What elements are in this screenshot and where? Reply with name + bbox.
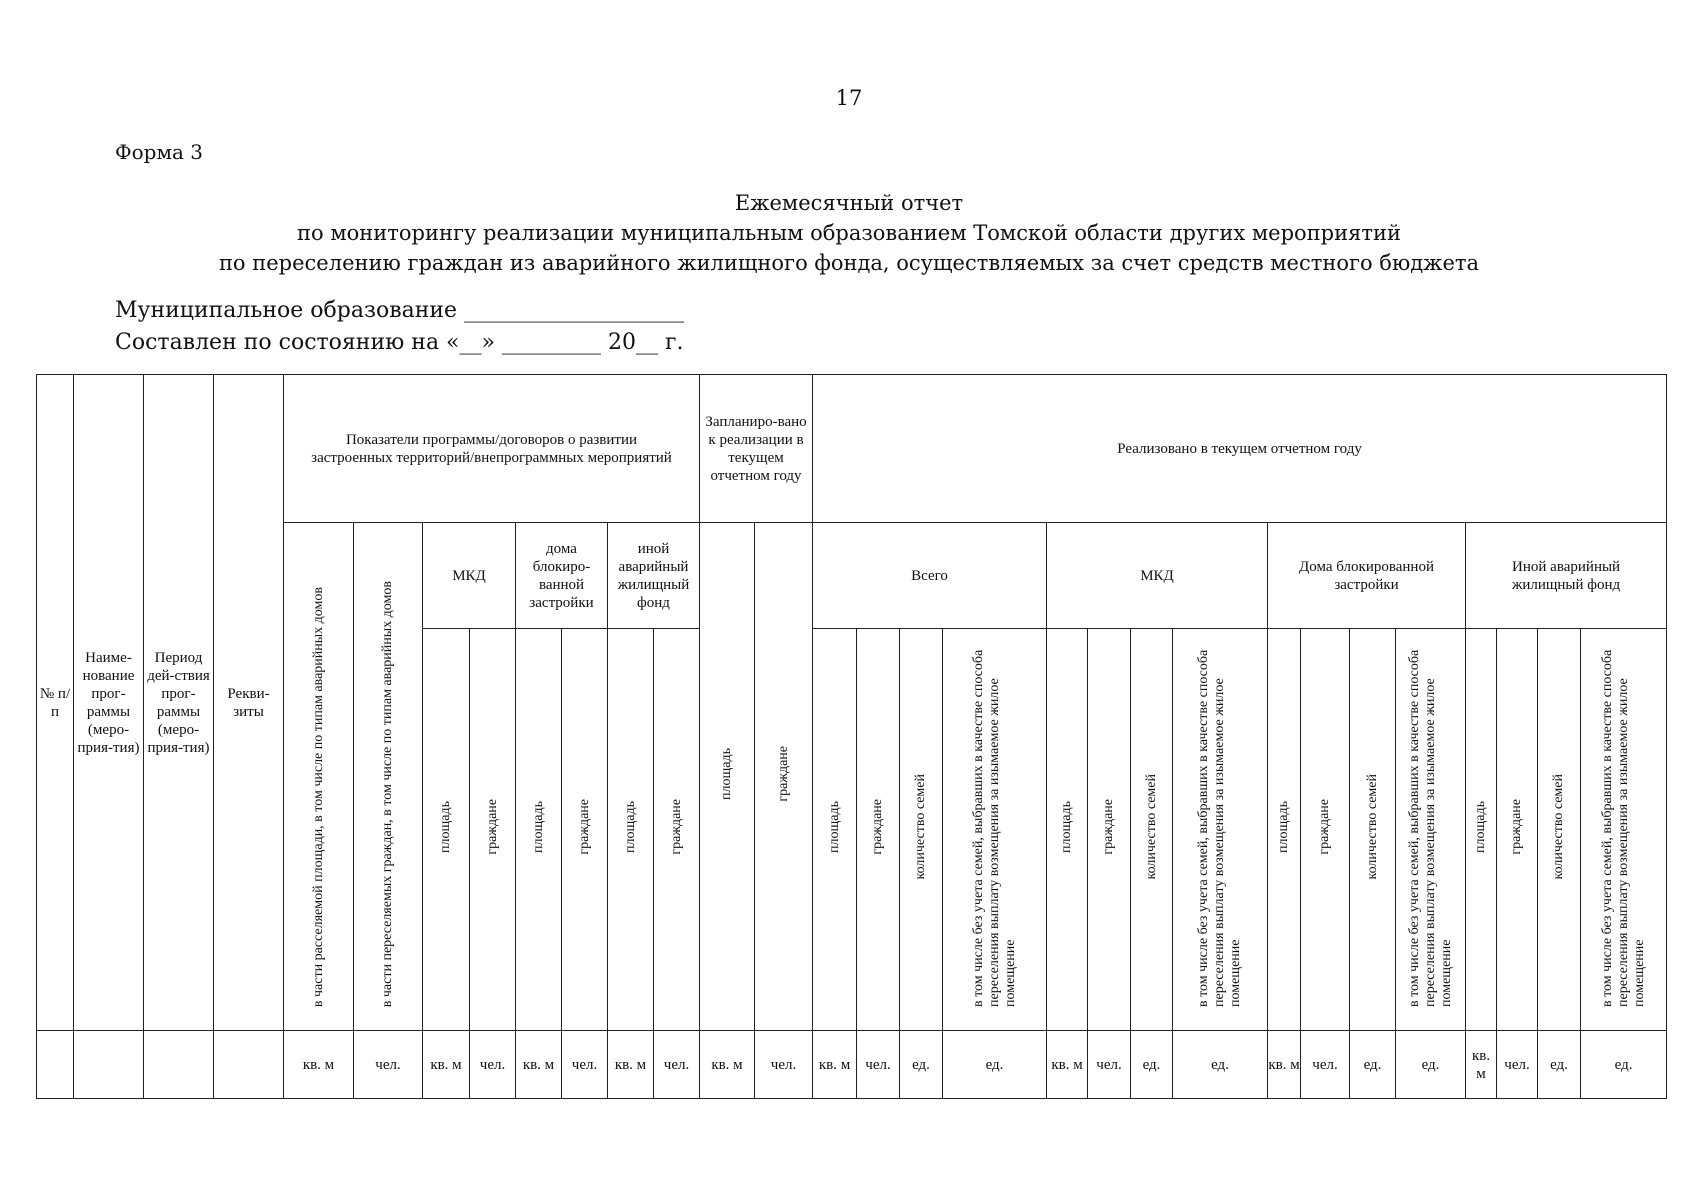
unit-cell: ед. xyxy=(1173,1031,1268,1099)
header-rother-area: площадь xyxy=(1466,629,1497,1031)
unit-cell-empty xyxy=(214,1031,284,1099)
title-line-1: Ежемесячный отчет xyxy=(734,191,964,215)
unit-cell: кв. м xyxy=(1466,1031,1497,1099)
unit-cell: кв. м xyxy=(1047,1031,1088,1099)
header-total-excl: в том числе без учета семей, выбравших в качестве способа переселения выплату возмещения за изымаемое жилое помещение xyxy=(943,629,1047,1031)
header-rmkd-area: площадь xyxy=(1047,629,1088,1031)
header-real-other: Иной аварийный жилищный фонд xyxy=(1466,523,1667,629)
header-real-mkd: МКД xyxy=(1047,523,1268,629)
header-realized: Реализовано в текущем отчетном году xyxy=(813,375,1667,523)
unit-cell: чел. xyxy=(354,1031,423,1099)
header-rother-families: количество семей xyxy=(1538,629,1581,1031)
page-number: 17 xyxy=(835,86,863,110)
unit-cell: ед. xyxy=(1350,1031,1396,1099)
header-sub-other: иной аварийный жилищный фонд xyxy=(608,523,700,629)
municipality-field: Муниципальное образование ____________________ xyxy=(115,298,685,323)
unit-cell: чел. xyxy=(470,1031,516,1099)
title-line-2: по мониторингу реализации муниципальным образованием Томской области других мероприятий xyxy=(297,221,1401,245)
header-name: Наиме-нование прог-раммы (меро-прия-тия) xyxy=(74,375,144,1031)
header-rblocked-excl: в том числе без учета семей, выбравших в качестве способа переселения выплату возмещения за изымаемое жилое помещение xyxy=(1396,629,1466,1031)
header-other-area: площадь xyxy=(608,629,654,1031)
unit-cell: чел. xyxy=(1497,1031,1538,1099)
header-planned: Запланиро-вано к реализации в текущем отчетном году xyxy=(700,375,813,523)
header-blocked-citizens: граждане xyxy=(562,629,608,1031)
header-other-citizens: граждане xyxy=(654,629,700,1031)
unit-cell: чел. xyxy=(654,1031,700,1099)
form-label: Форма 3 xyxy=(115,140,204,164)
unit-cell: ед. xyxy=(1538,1031,1581,1099)
unit-cell-empty xyxy=(144,1031,214,1099)
header-blocked-area: площадь xyxy=(516,629,562,1031)
header-rblocked-citizens: граждане xyxy=(1301,629,1350,1031)
unit-cell: чел. xyxy=(1301,1031,1350,1099)
unit-cell: ед. xyxy=(1396,1031,1466,1099)
header-mkd-citizens: граждане xyxy=(470,629,516,1031)
header-rother-excl: в том числе без учета семей, выбравших в качестве способа переселения выплату возмещения за изымаемое жилое помещение xyxy=(1581,629,1667,1031)
header-rother-citizens: граждане xyxy=(1497,629,1538,1031)
unit-cell: кв. м xyxy=(813,1031,857,1099)
unit-cell-empty xyxy=(74,1031,144,1099)
unit-cell: ед. xyxy=(1131,1031,1173,1099)
date-field: Составлен по состоянию на «__» _________ 20__ г. xyxy=(115,330,684,355)
header-total-area: площадь xyxy=(813,629,857,1031)
unit-cell: чел. xyxy=(1088,1031,1131,1099)
header-indicators: Показатели программы/договоров о развитии застроенных территорий/внепрограммных мероприятий xyxy=(284,375,700,523)
header-rmkd-families: количество семей xyxy=(1131,629,1173,1031)
unit-cell: ед. xyxy=(900,1031,943,1099)
header-rmkd-excl: в том числе без учета семей, выбравших в качестве способа переселения выплату возмещения за изымаемое жилое помещение xyxy=(1173,629,1268,1031)
header-ind-citizens: в части переселяемых граждан, в том числе по типам аварийных домов xyxy=(354,523,423,1031)
header-total-citizens: граждане xyxy=(857,629,900,1031)
header-mkd-area: площадь xyxy=(423,629,470,1031)
header-requisites: Рекви-зиты xyxy=(214,375,284,1031)
header-sub-mkd: МКД xyxy=(423,523,516,629)
unit-cell: чел. xyxy=(562,1031,608,1099)
unit-cell: кв. м xyxy=(1268,1031,1301,1099)
unit-cell: кв. м xyxy=(516,1031,562,1099)
header-real-total: Всего xyxy=(813,523,1047,629)
unit-cell-empty xyxy=(37,1031,74,1099)
header-rblocked-families: количество семей xyxy=(1350,629,1396,1031)
header-sub-blocked: дома блокиро-ванной застройки xyxy=(516,523,608,629)
header-period: Период дей-ствия прог-раммы (меро-прия-тия) xyxy=(144,375,214,1031)
header-real-blocked: Дома блокированной застройки xyxy=(1268,523,1466,629)
unit-cell: ед. xyxy=(943,1031,1047,1099)
title-line-3: по переселению граждан из аварийного жилищного фонда, осуществляемых за счет средств местного бюджета xyxy=(218,251,1480,275)
header-ind-area: в части расселяемой площади, в том числе по типам аварийных домов xyxy=(284,523,354,1031)
header-num: № п/п xyxy=(37,375,74,1031)
header-planned-area: площадь xyxy=(700,523,755,1031)
report-title xyxy=(0,188,1698,278)
unit-cell: кв. м xyxy=(608,1031,654,1099)
header-total-families: количество семей xyxy=(900,629,943,1031)
unit-cell: кв. м xyxy=(423,1031,470,1099)
header-rblocked-area: площадь xyxy=(1268,629,1301,1031)
unit-cell: чел. xyxy=(755,1031,813,1099)
unit-cell: ед. xyxy=(1581,1031,1667,1099)
header-planned-citizens: граждане xyxy=(755,523,813,1031)
header-rmkd-citizens: граждане xyxy=(1088,629,1131,1031)
unit-cell: кв. м xyxy=(700,1031,755,1099)
report-table xyxy=(36,374,1667,1099)
unit-cell: чел. xyxy=(857,1031,900,1099)
unit-cell: кв. м xyxy=(284,1031,354,1099)
